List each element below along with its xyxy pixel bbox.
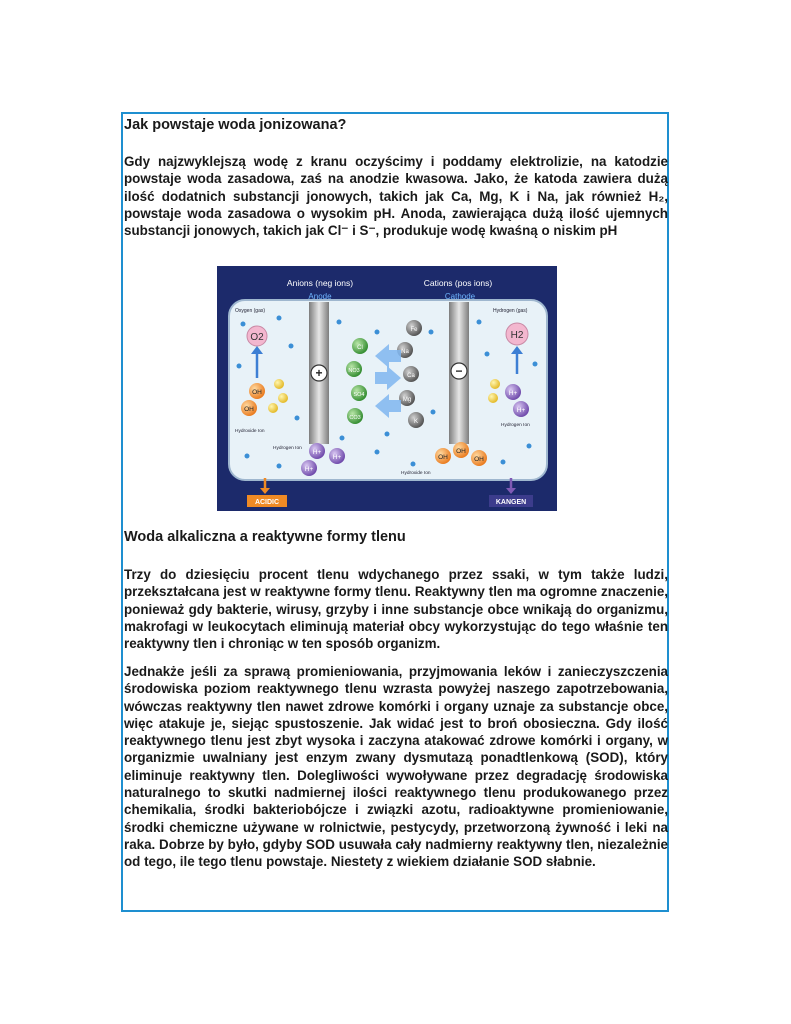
cathode-label: Cathode [444,292,476,301]
water-tank [229,300,547,480]
water-dot [429,330,434,335]
anion-label: NO3 [348,368,360,374]
electron [274,379,284,389]
water-dot [375,450,380,455]
cation-label: Na [401,349,409,355]
cation-label: Ca [407,373,415,379]
water-dot [295,416,300,421]
hydrogen-gas-label: Hydrogen (gas) [493,308,528,314]
oh-label: OH [474,456,484,463]
section-paragraph: Gdy najzwyklejszą wodę z kranu oczyścimy i poddamy elektrolizie, na katodzie powstaje woda zasadowa, zaś na anodzie kwasowa. Jako, że katoda zawiera dużą ilość dodatnich substancji jonowych, takich jak Ca, Mg, K i Na, jak również H₂, powstaje woda zasadowa o wysokim pH. Anoda, zawierająca dużą ilość ujemnych substancji jonowych, takich jak Cl⁻ i S⁻, produkuje wodę kwaśną o niskim pH [124,154,668,239]
hydroxide-ion-label: Hydroxide Ion [401,471,431,476]
oh-label: OH [244,406,254,413]
h-plus-label: H+ [304,466,314,473]
electron [278,393,288,403]
water-dot [277,316,282,321]
water-dot [277,464,282,469]
cation-label: Mg [402,397,412,403]
water-dot [501,460,506,465]
anion-label: CO3 [349,415,361,421]
hydrogen-ion-label: Hydrogen Ion [501,423,530,428]
water-dot [241,322,246,327]
anion-label: Cl [357,345,363,351]
water-dot [385,432,390,437]
section-paragraph: Trzy do dziesięciu procent tlenu wdychanego przez ssaki, w tym także ludzi, przekształcana jest w reaktywne formy tlenu. Reaktywny tlen ma ogromne znaczenie, ponieważ gdy bakterie, wirusy, grzyby i inne substancje obce wnikają do organizmu, makrofagi w leukocytach eliminują materiał obcy wykorzystując do tego właśnie ten reaktywny tlen i chroniąc w ten sposób organizm. [124,567,668,652]
water-dot [477,320,482,325]
water-dot [485,352,490,357]
water-dot [431,410,436,415]
anions-label: Anions (neg ions) [286,278,354,288]
h-plus-label: H+ [516,407,526,414]
kangen-label: KANGEN [495,499,527,506]
water-dot [411,462,416,467]
electron [490,379,500,389]
electron [268,403,278,413]
oxygen-label: Oxygen (gas) [235,308,266,314]
cations-label: Cations (pos ions) [423,278,493,288]
h-plus-label: H+ [332,454,342,461]
hydroxide-ion-label: Hydroxide Ion [235,429,265,434]
acidic-label: ACIDIC [254,499,280,506]
oh-label: OH [252,389,262,396]
section-paragraph: Jednakże jeśli za sprawą promieniowania, przyjmowania leków i zanieczyszczenia środowiska poziom reaktywnego tlenu wzrasta powyżej naszego zapotrzebowania, wówczas reaktywny tlen nawet zdrowe komórki i organy uznaje za substancje obce, więc atakuje je, siejąc spustoszenie. Jak widać jest to broń obosieczna. Gdy ilość reaktywnego tlenu jest zbyt wysoka i zaczyna atakować zdrowe komórki i organy, w organizmie uwalniany jest enzym zwany dysmutazą ponadtlenkową (SOD), który eliminuje reaktywny tlen. Dolegliwości wywoływane przez degradację środowiska naturalnego to skutki nadmiernej ilości reaktywnego tlenu produkowanego przez chemikalia, środki bakteriobójcze i związki azotu, radioaktywne promieniowanie, środki chemiczne używane w rolnictwie, pestycydy, przetworzoną żywność i leki na raka. Dobrze by było, gdyby SOD usuwała cały nadmierny reaktywny tlen, niezależnie od tego, ile tego tlenu powstaje. Niestety z wiekiem działanie SOD słabnie. [124,664,668,870]
cation-label: K [413,419,419,425]
section-heading: Woda alkaliczna a reaktywne formy tlenu [124,529,406,545]
oh-label: OH [456,448,466,455]
water-dot [527,444,532,449]
h2-text: H2 [510,330,524,341]
oh-label: OH [438,454,448,461]
water-dot [289,344,294,349]
o2-text: O2 [250,332,264,343]
section-heading: Jak powstaje woda jonizowana? [124,117,347,133]
water-dot [245,454,250,459]
water-dot [237,364,242,369]
h-plus-label: H+ [312,449,322,456]
hydrogen-ion-label: Hydrogen Ion [273,446,302,451]
h-plus-label: H+ [508,390,518,397]
anion-label: SO4 [353,392,365,398]
water-dot [340,436,345,441]
minus-text: − [455,364,463,378]
cation-label: Fe [410,327,418,333]
plus-text: + [315,366,323,380]
electrolysis-diagram [217,266,557,511]
electron [488,393,498,403]
water-dot [337,320,342,325]
anode-label: Anode [308,292,332,301]
water-dot [533,362,538,367]
water-dot [375,330,380,335]
